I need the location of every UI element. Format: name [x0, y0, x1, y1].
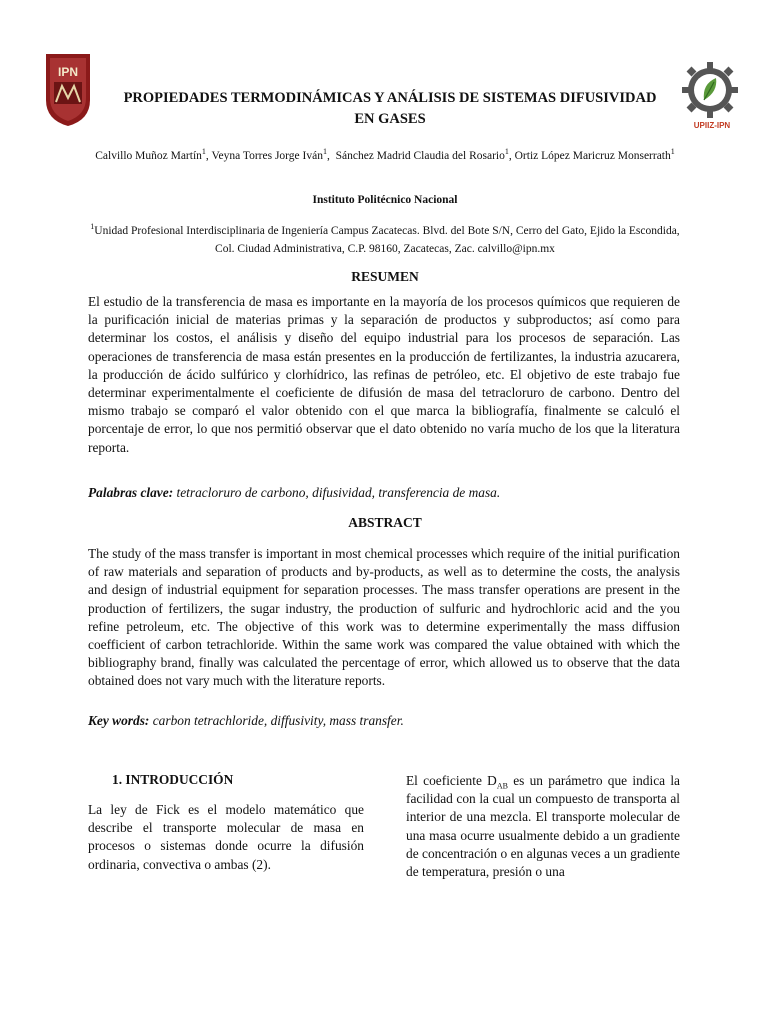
affiliation-text: Unidad Profesional Interdisciplinaria de Ingeniería Campus Zacatecas. Blvd. del Bote S/N, Cerro del Gato, Ejido la Escondida, Col. Ciudad Administrativa, C.P. 98160, Zacatecas, Zac. calvillo@ipn.mx	[94, 225, 680, 255]
author-list: Calvillo Muñoz Martín$^1$, Veyna Torres Jorge Iván$^1$, Sánchez Madrid Claudia del Rosario$^1$, Ortiz López Maricruz Monserrath$^1$	[95, 147, 675, 162]
intro-right-sub: AB	[496, 781, 508, 791]
abstract-heading: ABSTRACT	[348, 515, 422, 530]
institution-name: Instituto Politécnico Nacional	[312, 194, 458, 206]
abstract-keywords	[88, 713, 680, 729]
svg-text:IPN: IPN	[57, 65, 79, 79]
upiiz-logo	[674, 58, 746, 130]
abstract-keywords-text: carbon tetrachloride, diffusivity, mass transfer.	[149, 713, 404, 728]
resumen-text: El estudio de la transferencia de masa es importante en la mayoría de los procesos químicos que requieren de la purificación inicial de materias primas y la separación de productos y subproductos; así como para determinar los costos, el análisis y diseño del equipo industrial para los procesos de separación. Las operaciones de transferencia de masa están presentes en la producción de fertilizantes, la industria azucarera, la producción de ácido sulfúrico y clorhídrico, las refinas de petróleo, etc. El objetivo de este trabajo fue determinar experimentalmente el coeficiente de difusión de masa del tetracloruro de carbono. Dentro del mismo trabajo se comparó el valor obtenido con el que marca la bibliografía, finalmente se calculó el porcentaje de error, lo que nos permitió observar que el dato obtenido no varía mucho de los que la literatura reporta.	[88, 294, 680, 455]
author-1: Calvillo Muñoz Martín	[95, 150, 202, 162]
affiliation-sup: 1	[90, 222, 95, 232]
resumen-keywords-label: Palabras clave:	[88, 485, 174, 500]
intro-right-text	[406, 772, 680, 881]
paper-title	[100, 88, 680, 130]
upiiz-logo-label: UPIIZ-IPN	[693, 121, 731, 130]
intro-left-text: La ley de Fick es el modelo matemático que describe el transporte molecular de masa en procesos o sistemas donde ocurre la difusión ordinaria, convectiva o ambas (2).	[88, 802, 364, 872]
author-4-sup: 1	[670, 147, 675, 157]
intro-heading: 1. INTRODUCCIÓN	[112, 772, 234, 787]
abstract-keywords-label: Key words:	[88, 713, 150, 728]
author-1-sup: 1	[201, 147, 206, 157]
intro-left-column	[88, 772, 364, 874]
intro-right-post: es un parámetro que indica la facilidad con la cual un compuesto de transporta al interior de una mezcla. El transporte molecular de una masa ocurre usualmente debido a un gradiente de concentración o en algunas veces a un gradiente de temperatura, presión o una	[406, 773, 680, 880]
author-4: Ortiz López Maricruz Monserrath	[514, 150, 671, 162]
author-2: Veyna Torres Jorge Iván	[211, 150, 323, 162]
title-line-1: PROPIEDADES TERMODINÁMICAS Y ANÁLISIS DE SISTEMAS DIFUSIVIDAD	[123, 90, 657, 106]
intro-right-pre: El coeficiente D	[406, 773, 497, 788]
author-3-sup: 1	[504, 147, 509, 157]
author-3: Sánchez Madrid Claudia del Rosario	[335, 150, 505, 162]
author-2-sup: 1	[322, 147, 327, 157]
resumen-heading: RESUMEN	[351, 269, 419, 284]
affiliation	[86, 222, 684, 258]
ipn-logo	[44, 52, 92, 128]
intro-right-column	[406, 772, 680, 881]
resumen-keywords-text: tetracloruro de carbono, difusividad, transferencia de masa.	[173, 485, 501, 500]
resumen-keywords	[88, 485, 680, 501]
title-line-2: EN GASES	[354, 111, 426, 127]
abstract-text: The study of the mass transfer is important in most chemical processes which require of the initial purification of raw materials and separation of products and by-products, as well as to determine the costs, the analysis and design of industrial equipment for separation processes. The mass transfer operations are present in the production of fertilizers, the sugar industry, the production of sulfuric and hydrochloric acid and the you refine petroleum, etc. The objective of this work was to determine experimentally the mass diffusion coefficient of carbon tetrachloride. Within the same work was compared the value obtained with which the bibliography brand, finally was calculated the percentage of error, which allowed us to observe that the data obtained does not vary much with the literature reports.	[88, 546, 680, 689]
